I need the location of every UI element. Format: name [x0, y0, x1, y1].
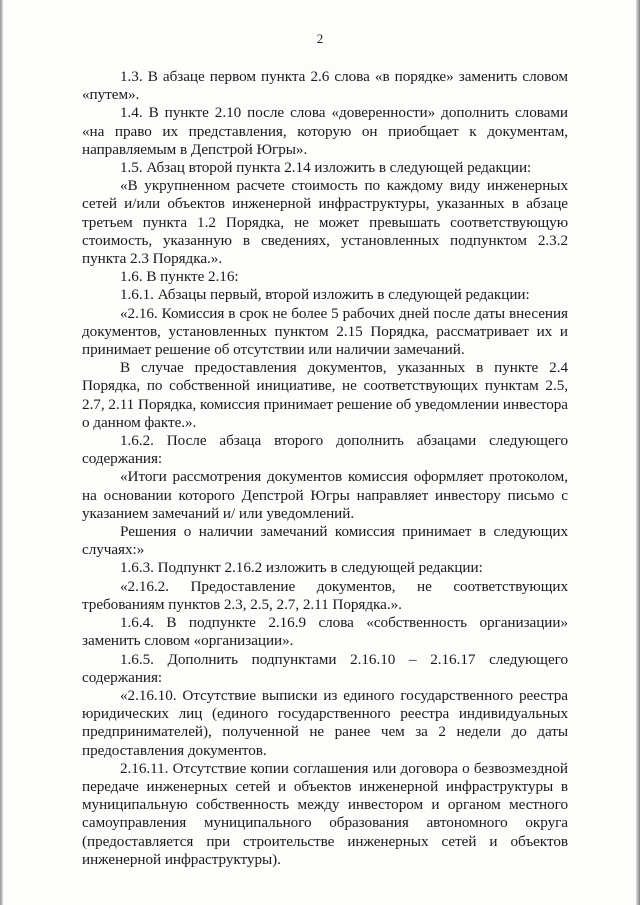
- page-number: 2: [316, 31, 324, 46]
- paragraph: 1.6.4. В подпункте 2.16.9 слова «собственность организации» заменить словом «организации».: [82, 614, 568, 650]
- paragraph: Решения о наличии замечаний комиссия принимает в следующих случаях:»: [82, 523, 568, 559]
- paragraph: 1.6.2. После абзаца второго дополнить абзацами следующего содержания:: [82, 432, 568, 468]
- paragraph: 1.3. В абзаце первом пункта 2.6 слова «в порядке» заменить словом «путем».: [82, 68, 568, 104]
- paragraph: «2.16.10. Отсутствие выписки из единого государственного реестра юридических лиц (единого государственного реестра индивидуальных предпринимателей), полученной не ранее чем за 2 недели до даты предоставления документов.: [82, 686, 568, 759]
- paragraph: «2.16.2. Предоставление документов, не соответствующих требованиям пунктов 2.3, 2.5, 2.7, 2.11 Порядка.».: [82, 577, 568, 613]
- scan-edge-right: [636, 0, 640, 905]
- paragraph: 2.16.11. Отсутствие копии соглашения или договора о безвозмездной передаче инженерных сетей и объектов инженерной инфраструктуры в муниципальную собственность между инвестором и органом местного самоуправления муниципального образования автономного округа (предоставляется при строительстве инженерных сетей и объектов инженерной инфраструктуры).: [82, 759, 568, 868]
- paragraph: 1.6.3. Подпункт 2.16.2 изложить в следующей редакции:: [120, 559, 483, 577]
- document-body: [82, 68, 568, 869]
- paragraph: «Итоги рассмотрения документов комиссия оформляет протоколом, на основании которого Депстрой Югры направляет инвестору письмо с указанием замечаний и/ или уведомлений.: [82, 468, 568, 522]
- paragraph: 1.6.1. Абзацы первый, второй изложить в следующей редакции:: [120, 286, 530, 304]
- paragraph: В случае предоставления документов, указанных в пункте 2.4 Порядка, по собственной инициативе, не соответствующих пунктам 2.5, 2.7, 2.11 Порядка, комиссия принимает решение об уведомлении инвестора о данном факте.».: [82, 359, 568, 431]
- paragraph: «В укрупненном расчете стоимость по каждому виду инженерных сетей и/или объектов инженерной инфраструктуры, указанных в абзаце третьем пункта 1.2 Порядка, не может превышать соответствующую стоимость, указанную в сведениях, установленных подпунктом 2.3.2 пункта 2.3 Порядка.».: [82, 177, 568, 268]
- paragraph: 1.6. В пункте 2.16:: [120, 268, 239, 286]
- scan-edge-left: [0, 0, 3, 905]
- paragraph: 1.4. В пункте 2.10 после слова «доверенности» дополнить словами «на право их представления, которую он приобщает к документам, направляемым в Депстрой Югры».: [82, 104, 568, 158]
- paragraph: «2.16. Комиссия в срок не более 5 рабочих дней после даты внесения документов, установленных пунктом 2.15 Порядка, рассматривает их и принимает решение об отсутствии или наличии замечаний.: [82, 304, 568, 359]
- paragraph: 1.5. Абзац второй пункта 2.14 изложить в следующей редакции:: [120, 159, 532, 177]
- paragraph: 1.6.5. Дополнить подпунктами 2.16.10 – 2.16.17 следующего содержания:: [82, 650, 568, 686]
